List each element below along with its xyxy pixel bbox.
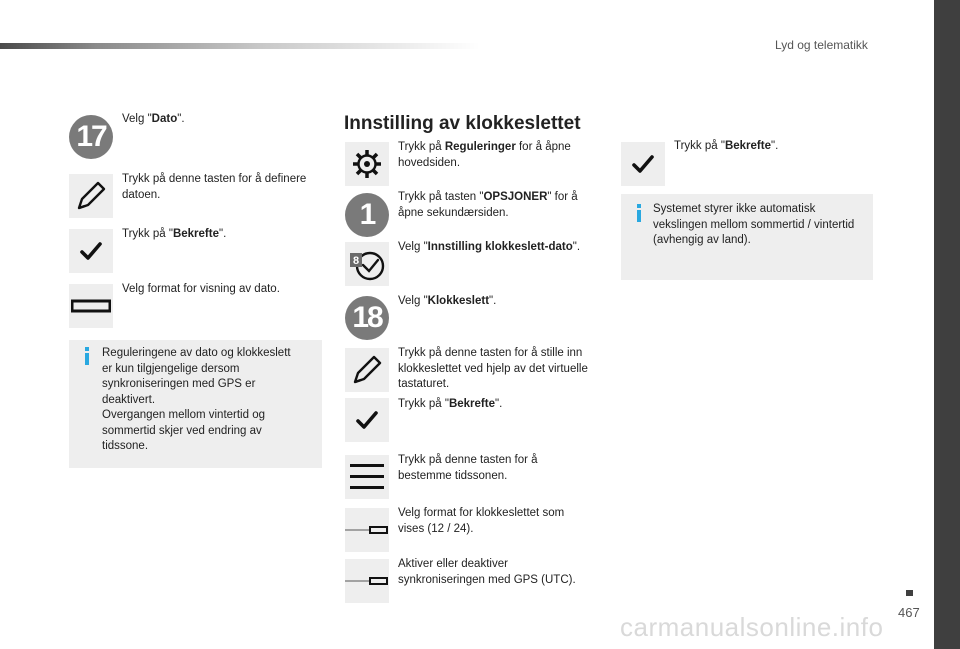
gear-icon <box>351 148 383 180</box>
col2-step-reguleringer: Trykk på Reguleringer for å åpne hovedsiden. <box>398 141 571 169</box>
info-note-date-time: Reguleringene av dato og klokkeslett er kun tilgjengelige dersom synkroniseringen med GPS er deaktivert. Overgangen mellom vintertid og sommertid skjer ved endring av tidssone. <box>69 340 322 468</box>
checkmark-icon <box>79 239 103 263</box>
timezone-list-button <box>345 455 389 499</box>
info-icon <box>85 353 89 365</box>
col2-step-opsjoner: Trykk på tasten "OPSJONER" for å åpne sekundærsiden. <box>398 191 578 219</box>
col2-step-virtual-keyboard: Trykk på denne tasten for å stille inn klokkeslettet ved hjelp av det virtuelle tastaturet. <box>398 347 588 390</box>
pencil-icon <box>74 179 108 213</box>
toggle-switch-icon <box>345 575 389 587</box>
settings-button <box>345 142 389 186</box>
col3-step-bekrefte: Trykk på "Bekrefte". <box>674 140 779 152</box>
info-icon <box>637 210 641 222</box>
pencil-icon <box>350 353 384 387</box>
date-format-button <box>69 284 113 328</box>
col1-step-velg-dato: Velg "Dato". <box>122 113 185 125</box>
col2-step-innstilling: Velg "Innstilling klokkeslett-dato". <box>398 241 581 253</box>
step-1-badge: 1 <box>345 193 389 237</box>
svg-text:8: 8 <box>352 255 360 267</box>
step-18-badge: 18 <box>345 296 389 340</box>
col2-step-timezone: Trykk på denne tasten for å bestemme tidssonen. <box>398 454 538 482</box>
info-icon-dot <box>637 204 641 208</box>
col2-step-time-format: Velg format for klokkeslettet som vises (12 / 24). <box>398 507 565 535</box>
col1-step-date-format: Velg format for visning av dato. <box>122 283 280 295</box>
watermark: carmanualsonline.info <box>620 612 884 642</box>
section-title: Lyd og telematikk <box>775 38 868 52</box>
gps-sync-toggle <box>345 559 389 603</box>
confirm-button-1 <box>69 229 113 273</box>
confirm-button-3 <box>621 142 665 186</box>
toggle-switch-icon <box>345 524 389 536</box>
info-note-dst: Systemet styrer ikke automatisk vekslingen mellom sommertid / vintertid (avhengig av land). <box>621 194 873 280</box>
step-17-badge: 17 <box>69 115 113 159</box>
page-number: 467 <box>898 605 920 620</box>
page-marker <box>906 590 913 596</box>
page-edge-bar <box>934 0 960 649</box>
clock-icon <box>347 244 387 284</box>
checkmark-icon <box>355 408 379 432</box>
info-icon-dot <box>85 347 89 351</box>
section-heading: Innstilling av klokkeslettet <box>344 113 581 134</box>
confirm-button-2 <box>345 398 389 442</box>
header-gradient-bar <box>0 43 480 49</box>
col2-step-bekrefte: Trykk på "Bekrefte". <box>398 398 503 410</box>
edit-pencil-button <box>69 174 113 218</box>
list-icon <box>349 462 385 492</box>
col2-step-gps-sync: Aktiver eller deaktiver synkroniseringen med GPS (UTC). <box>398 558 576 586</box>
col1-step-bekrefte: Trykk på "Bekrefte". <box>122 228 227 240</box>
edit-time-button <box>345 348 389 392</box>
checkmark-icon <box>631 152 655 176</box>
toggle-bar-icon <box>71 298 111 314</box>
time-format-toggle <box>345 508 389 552</box>
clock-settings-button <box>345 242 389 286</box>
col1-step-define-date: Trykk på denne tasten for å definere datoen. <box>122 173 307 201</box>
col2-step-klokkeslett: Velg "Klokkeslett". <box>398 295 497 307</box>
